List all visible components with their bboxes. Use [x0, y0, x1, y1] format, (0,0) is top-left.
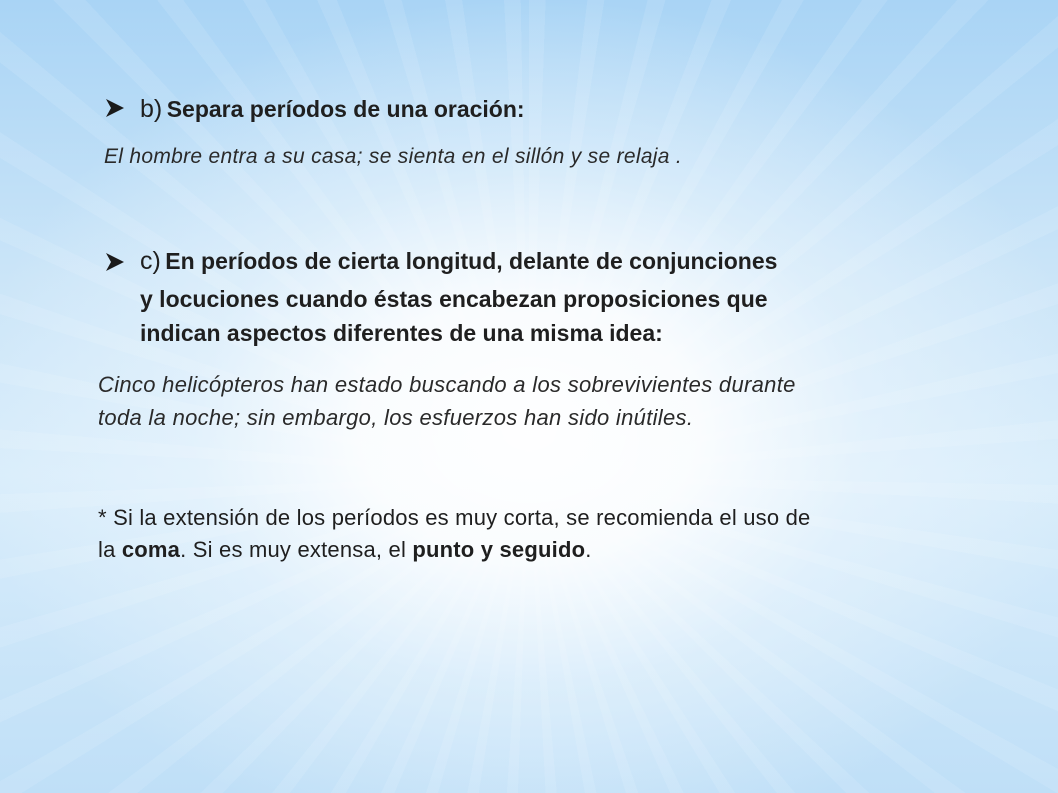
note-part4: . — [585, 537, 592, 562]
arrow-right-icon — [104, 97, 126, 119]
bullet-b-heading: Separa períodos de una oración: — [166, 96, 525, 122]
bullet-item-b — [104, 92, 525, 130]
example-c — [98, 368, 796, 434]
example-b: El hombre entra a su casa; se sienta en el sillón y se relaja . — [104, 145, 683, 168]
note-bold-punto-seguido: punto y seguido — [412, 537, 586, 562]
bullet-item-c — [104, 244, 777, 350]
bullet-c-heading-line1: En períodos de cierta longitud, delante de conjunciones — [165, 248, 778, 274]
note-line2 — [98, 534, 810, 566]
bullet-c-prefix: c) — [140, 247, 161, 275]
bullet-c-text — [140, 244, 777, 350]
note — [98, 502, 810, 566]
example-c-line1: Cinco helicópteros han estado buscando a los sobrevivientes durante — [98, 372, 796, 397]
note-part2: la — [98, 537, 122, 562]
note-line1: * Si la extensión de los períodos es muy corta, se recomienda el uso de — [98, 505, 811, 530]
example-c-line2: toda la noche; sin embargo, los esfuerzos han sido inútiles. — [98, 405, 694, 430]
bullet-c-heading-line3: indican aspectos diferentes de una misma idea: — [140, 320, 663, 346]
bullet-c-heading-line2: y locuciones cuando éstas encabezan proposiciones que — [140, 286, 768, 312]
arrow-right-icon — [104, 251, 126, 273]
note-part3: . Si es muy extensa, el — [180, 537, 413, 562]
note-bold-coma: coma — [121, 537, 181, 562]
bullet-b-prefix: b) — [140, 95, 163, 123]
bullet-b-text — [140, 92, 525, 130]
